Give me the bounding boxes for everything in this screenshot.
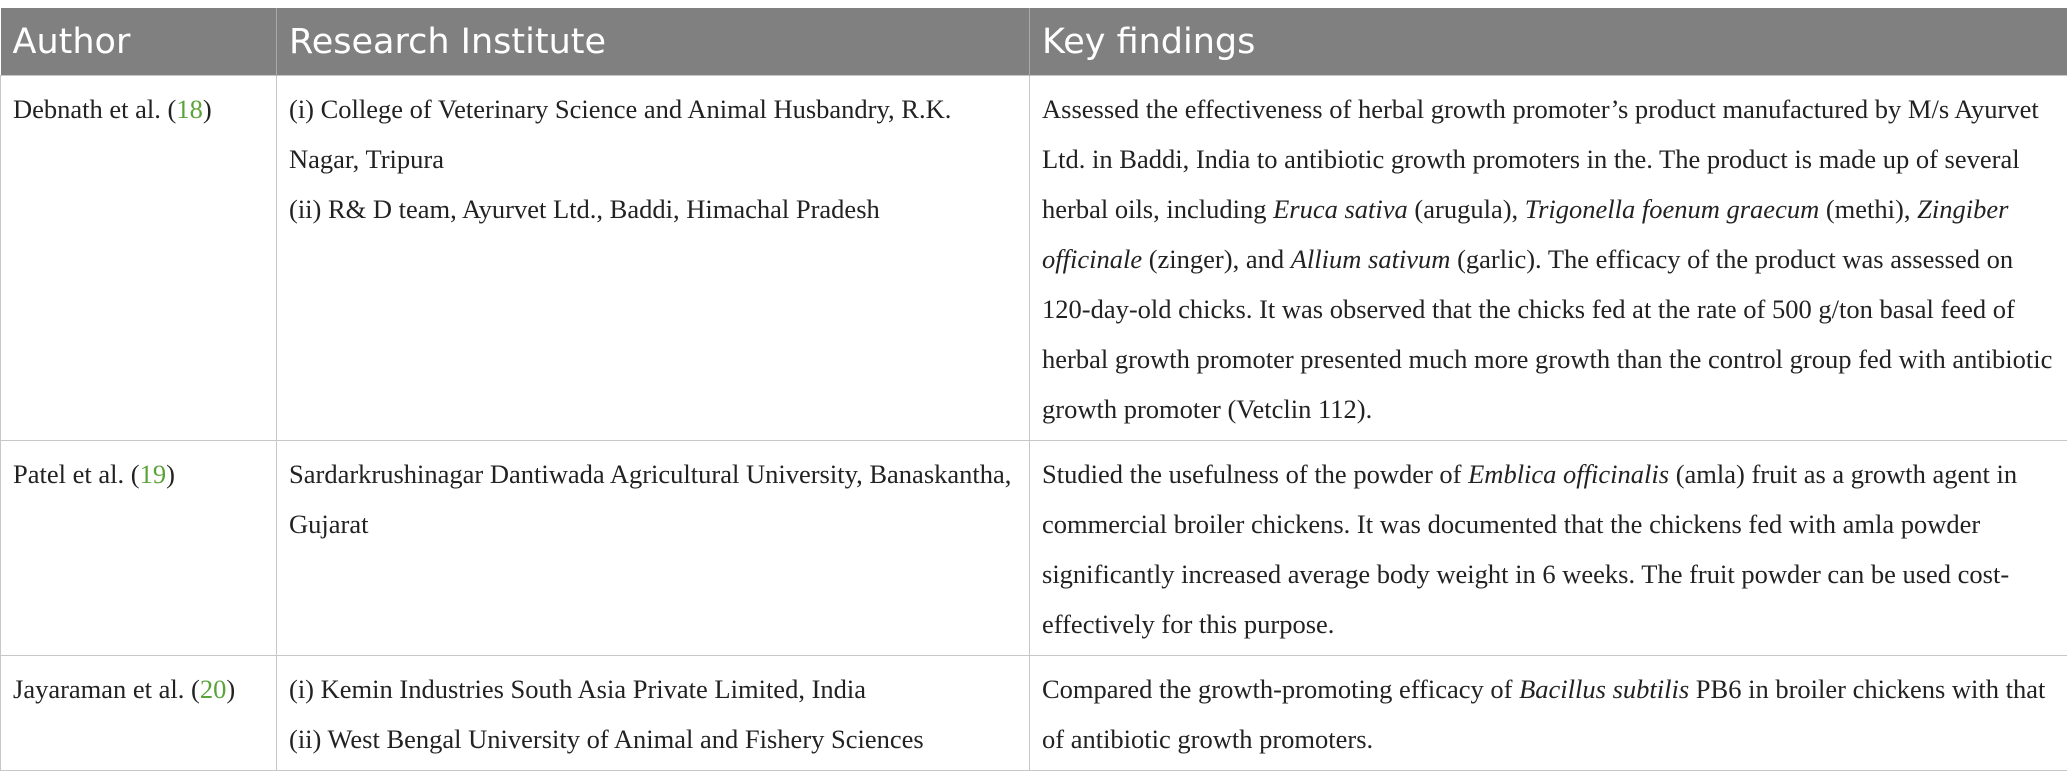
table-row bbox=[1, 441, 2067, 656]
findings-text: (zinger), and bbox=[1142, 244, 1291, 274]
institute-cell bbox=[277, 656, 1030, 771]
author-name: Debnath et al. ( bbox=[13, 94, 177, 124]
species-name: Trigonella foenum graecum bbox=[1524, 194, 1820, 224]
reference-link[interactable]: 19 bbox=[139, 459, 167, 489]
findings-text: (methi), bbox=[1819, 194, 1918, 224]
species-name: Allium sativum bbox=[1290, 244, 1451, 274]
table-row bbox=[1, 76, 2067, 441]
findings-cell bbox=[1030, 441, 2067, 656]
findings-text: Studied the usefulness of the powder of bbox=[1042, 459, 1469, 489]
header-author: Author bbox=[1, 8, 277, 76]
findings-cell bbox=[1030, 656, 2067, 771]
findings-text: (garlic). The efficacy of the product was assessed on 120-day-old chicks. It was observed that the chicks fed at the rate of 500 g/ton basal feed of herbal growth promoter presented much more growth than the control group fed with antibiotic growth promoter (Vetclin 112). bbox=[1042, 244, 2053, 424]
author-close: ) bbox=[166, 459, 175, 489]
author-cell bbox=[1, 76, 277, 441]
findings-text: (arugula), bbox=[1407, 194, 1525, 224]
reference-link[interactable]: 18 bbox=[176, 94, 203, 124]
findings-text: Compared the growth-promoting efficacy of bbox=[1042, 674, 1520, 704]
species-name: Emblica officinalis bbox=[1468, 459, 1670, 489]
header-research-institute: Research Institute bbox=[277, 8, 1030, 76]
findings-table-container bbox=[0, 8, 2067, 771]
findings-table bbox=[0, 8, 2067, 771]
species-name: Eruca sativa bbox=[1273, 194, 1408, 224]
table-row bbox=[1, 656, 2067, 771]
institute-line: (ii) West Bengal University of Animal and Fishery Sciences bbox=[289, 724, 924, 754]
institute-line: (i) College of Veterinary Science and Animal Husbandry, R.K. Nagar, Tripura bbox=[289, 94, 952, 174]
institute-cell bbox=[277, 441, 1030, 656]
institute-cell bbox=[277, 76, 1030, 441]
findings-cell bbox=[1030, 76, 2067, 441]
species-name: Bacillus subtilis bbox=[1519, 674, 1690, 704]
findings-text: Assessed the effectiveness of herbal growth promoter’s product manufactured by M/s Ayurvet Ltd. in Baddi, India to antibiotic growth promoters in the. The product is made up of several herbal oils, including bbox=[1042, 94, 2039, 224]
findings-text: (amla) fruit as a growth agent in commercial broiler chickens. It was documented that the chickens fed with amla powder significantly increased average body weight in 6 weeks. The fruit powder can be used cost-effectively for this purpose. bbox=[1042, 459, 2018, 639]
institute-line: (ii) R& D team, Ayurvet Ltd., Baddi, Himachal Pradesh bbox=[289, 194, 880, 224]
author-name: Jayaraman et al. ( bbox=[13, 674, 200, 704]
author-close: ) bbox=[226, 674, 236, 704]
author-close: ) bbox=[202, 94, 212, 124]
reference-link[interactable]: 20 bbox=[199, 674, 227, 704]
table-header-row bbox=[1, 8, 2067, 76]
header-key-findings: Key findings bbox=[1030, 8, 2067, 76]
findings-text: PB6 in broiler chickens with that of antibiotic growth promoters. bbox=[1042, 674, 2046, 754]
species-name: Zingiber officinale bbox=[1042, 194, 2009, 274]
author-cell bbox=[1, 441, 277, 656]
author-name: Patel et al. ( bbox=[13, 459, 140, 489]
institute-line: (i) Kemin Industries South Asia Private Limited, India bbox=[289, 674, 867, 704]
author-cell bbox=[1, 656, 277, 771]
institute-line: Sardarkrushinagar Dantiwada Agricultural University, Banaskantha, Gujarat bbox=[289, 459, 1012, 539]
